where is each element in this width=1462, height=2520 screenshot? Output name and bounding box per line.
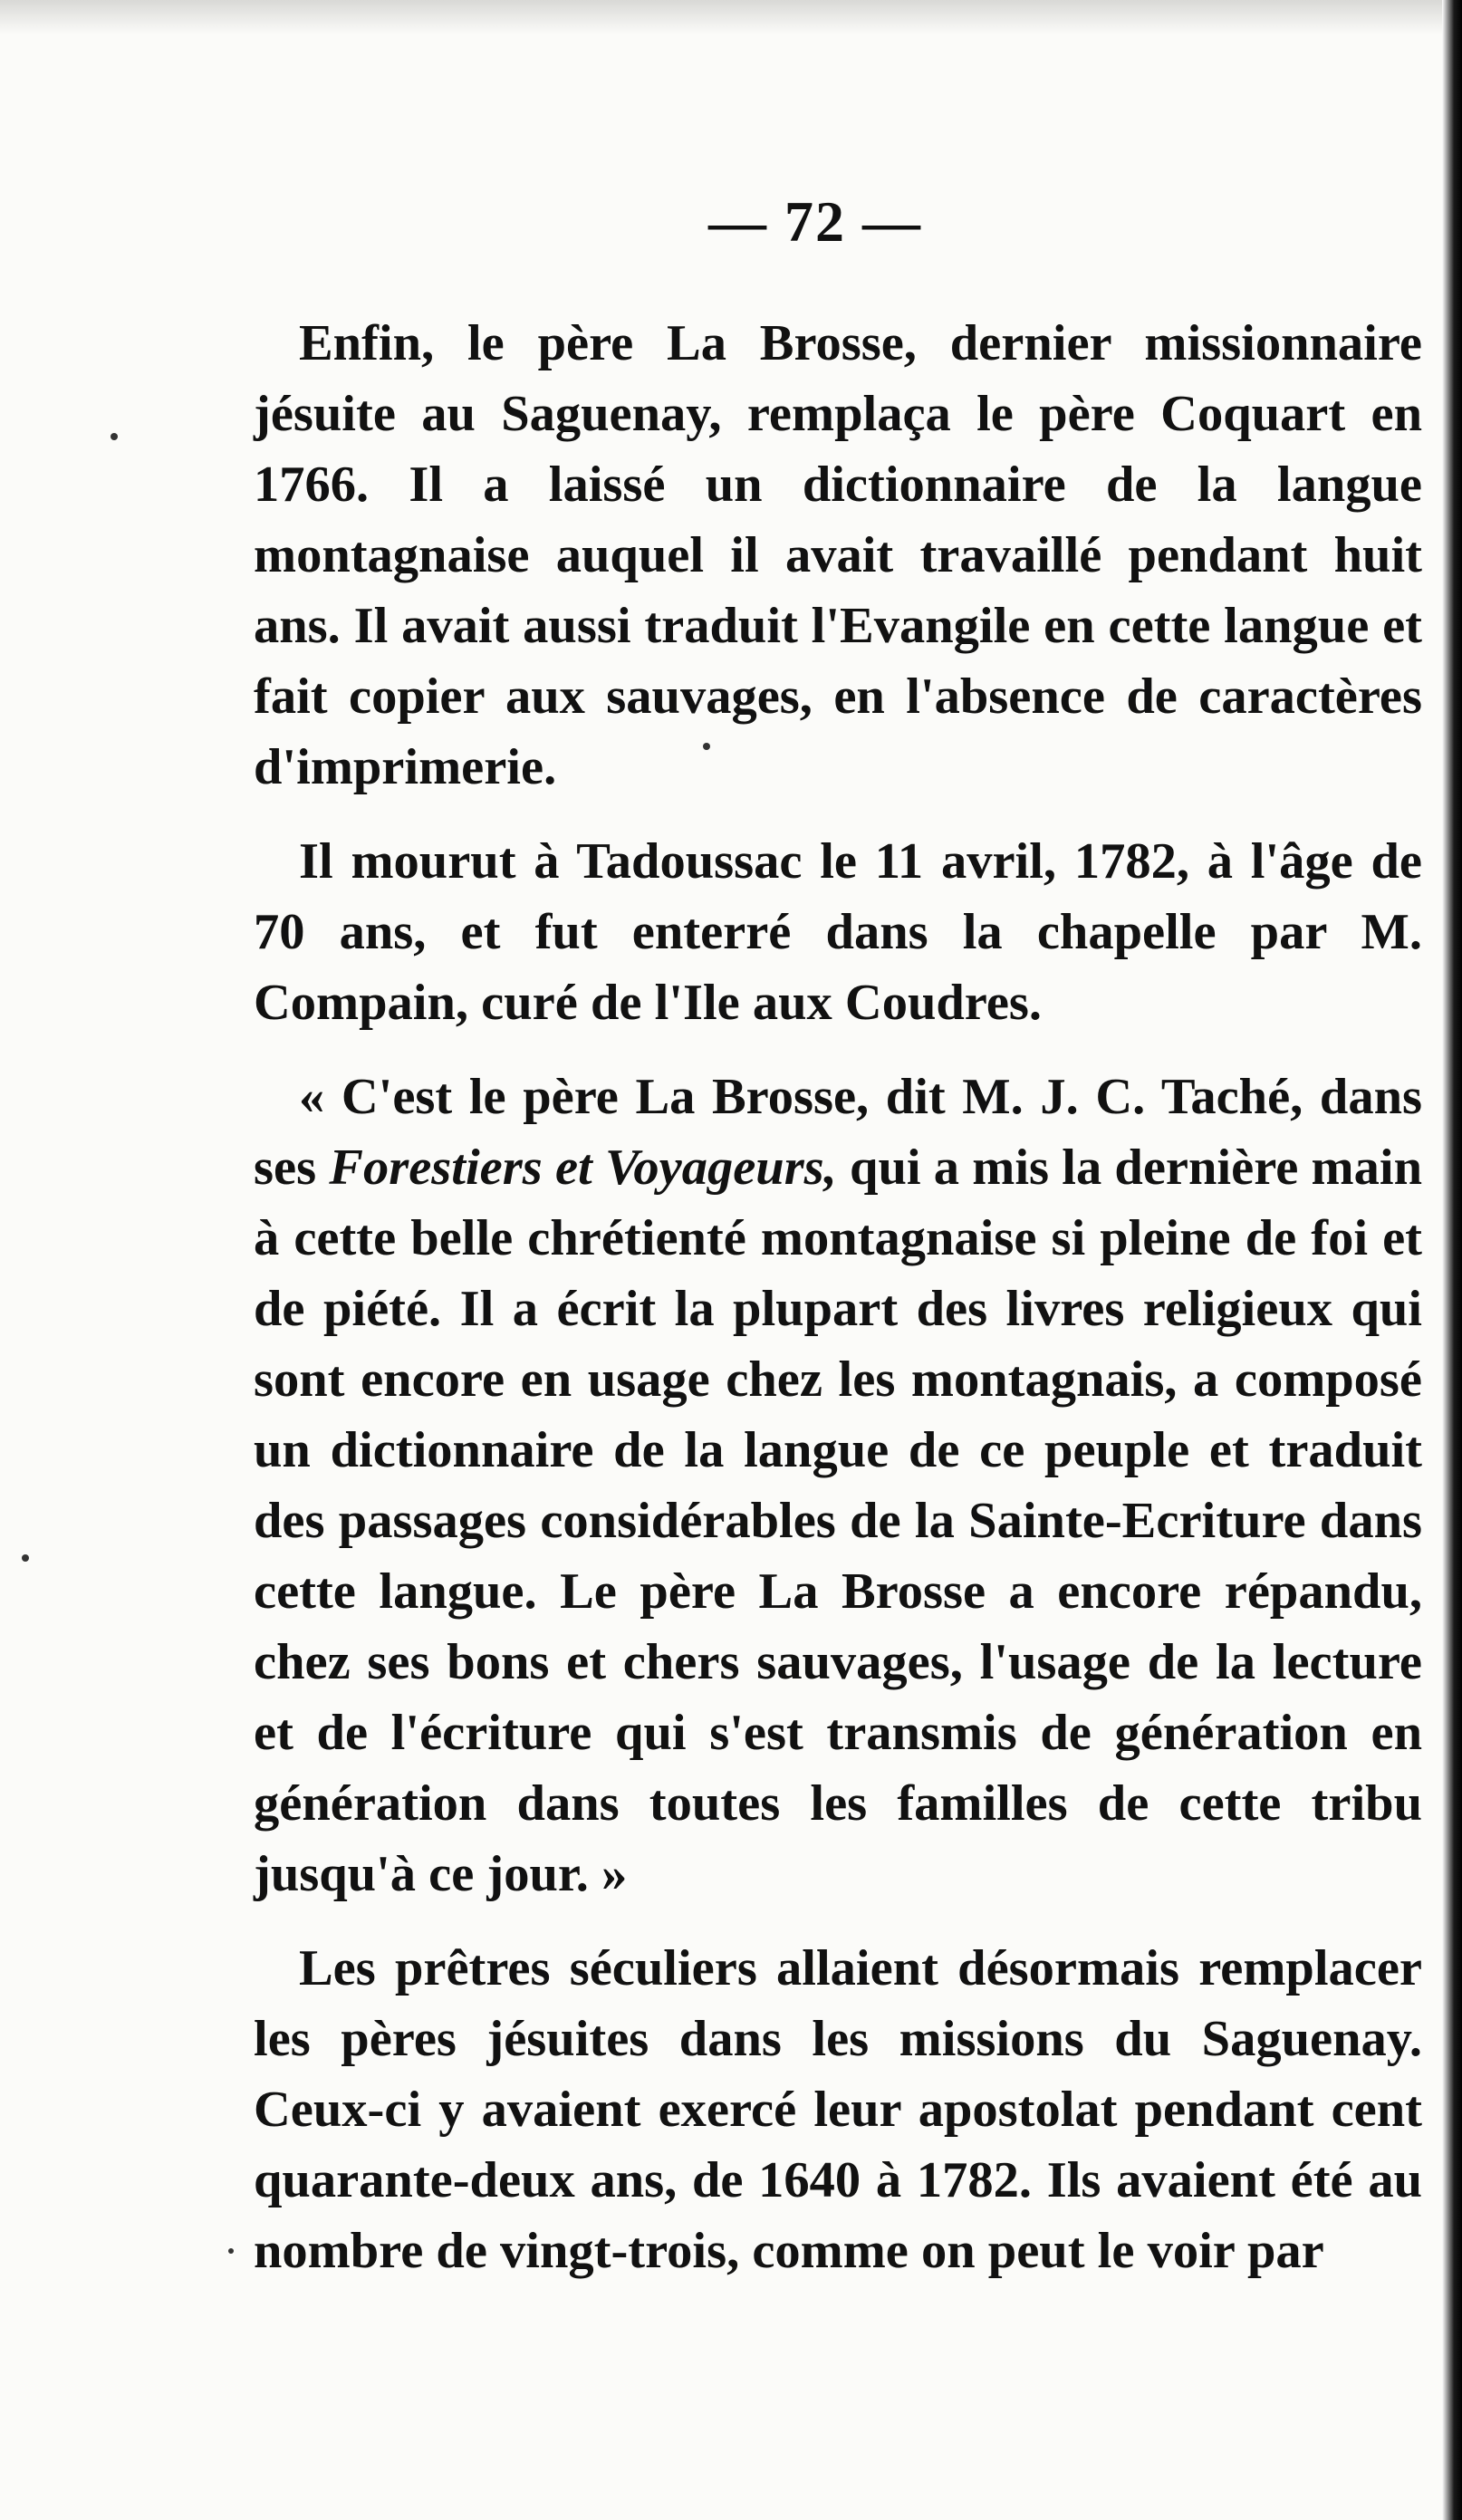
paragraph-3-quote: [254, 1062, 1422, 1909]
scan-speck: [111, 433, 118, 440]
paragraph-4: Les prêtres séculiers allaient désormais remplacer les pères jésuites dans les missions du Saguenay. Ceux-ci y avaient exercé leur apostolat pendant cent quarante-deux ans, de 1640 à 1782. Ils avaient été au nombre de vingt-trois, comme on peut le voir par: [254, 1940, 1422, 2279]
paragraph-2: Il mourut à Tadoussac le 11 avril, 1782, à l'âge de 70 ans, et fut enterré dans la chapelle par M. Compain, curé de l'Ile aux Coudres.: [254, 833, 1422, 1031]
paragraph-1: Enfin, le père La Brosse, dernier missionnaire jésuite au Saguenay, remplaça le père Coquart en 1766. Il a laissé un dictionnaire de la langue montagnaise auquel il avait travaillé pendant huit ans. Il avait aussi traduit l'Evangile en cette langue et fait copier aux sauvages, en l'absence de caractères d'imprimerie.: [254, 315, 1422, 795]
quote-text-before: « C'est le père La Brosse, dit M. J. C. Taché, dans ses: [254, 1069, 1422, 1196]
scan-speck: [228, 2248, 234, 2254]
scan-top-band: [0, 0, 1462, 34]
scan-speck: [22, 1554, 29, 1562]
quote-text-after: qui a mis la dernière main à cette belle chrétienté montagnaise si pleine de foi et de piété. Il a écrit la plupart des livres religieux qui sont encore en usage chez les montagnais, a composé un dictionnaire de la langue de ce peuple et traduit des passages considérables de la Sainte-Ecriture dans cette langue. Le père La Brosse a encore répandu, chez ses bons et chers sauvages, l'usage de la lecture et de l'écriture qui s'est transmis de génération en génération dans toutes les familles de cette tribu jusqu'à ce jour. »: [254, 1140, 1422, 1902]
page-number: — 72 —: [708, 189, 922, 254]
body-text: [254, 308, 1422, 2310]
book-edge-shadow: [1442, 0, 1462, 2520]
book-title-italic: Forestiers et Voyageurs,: [329, 1140, 837, 1196]
